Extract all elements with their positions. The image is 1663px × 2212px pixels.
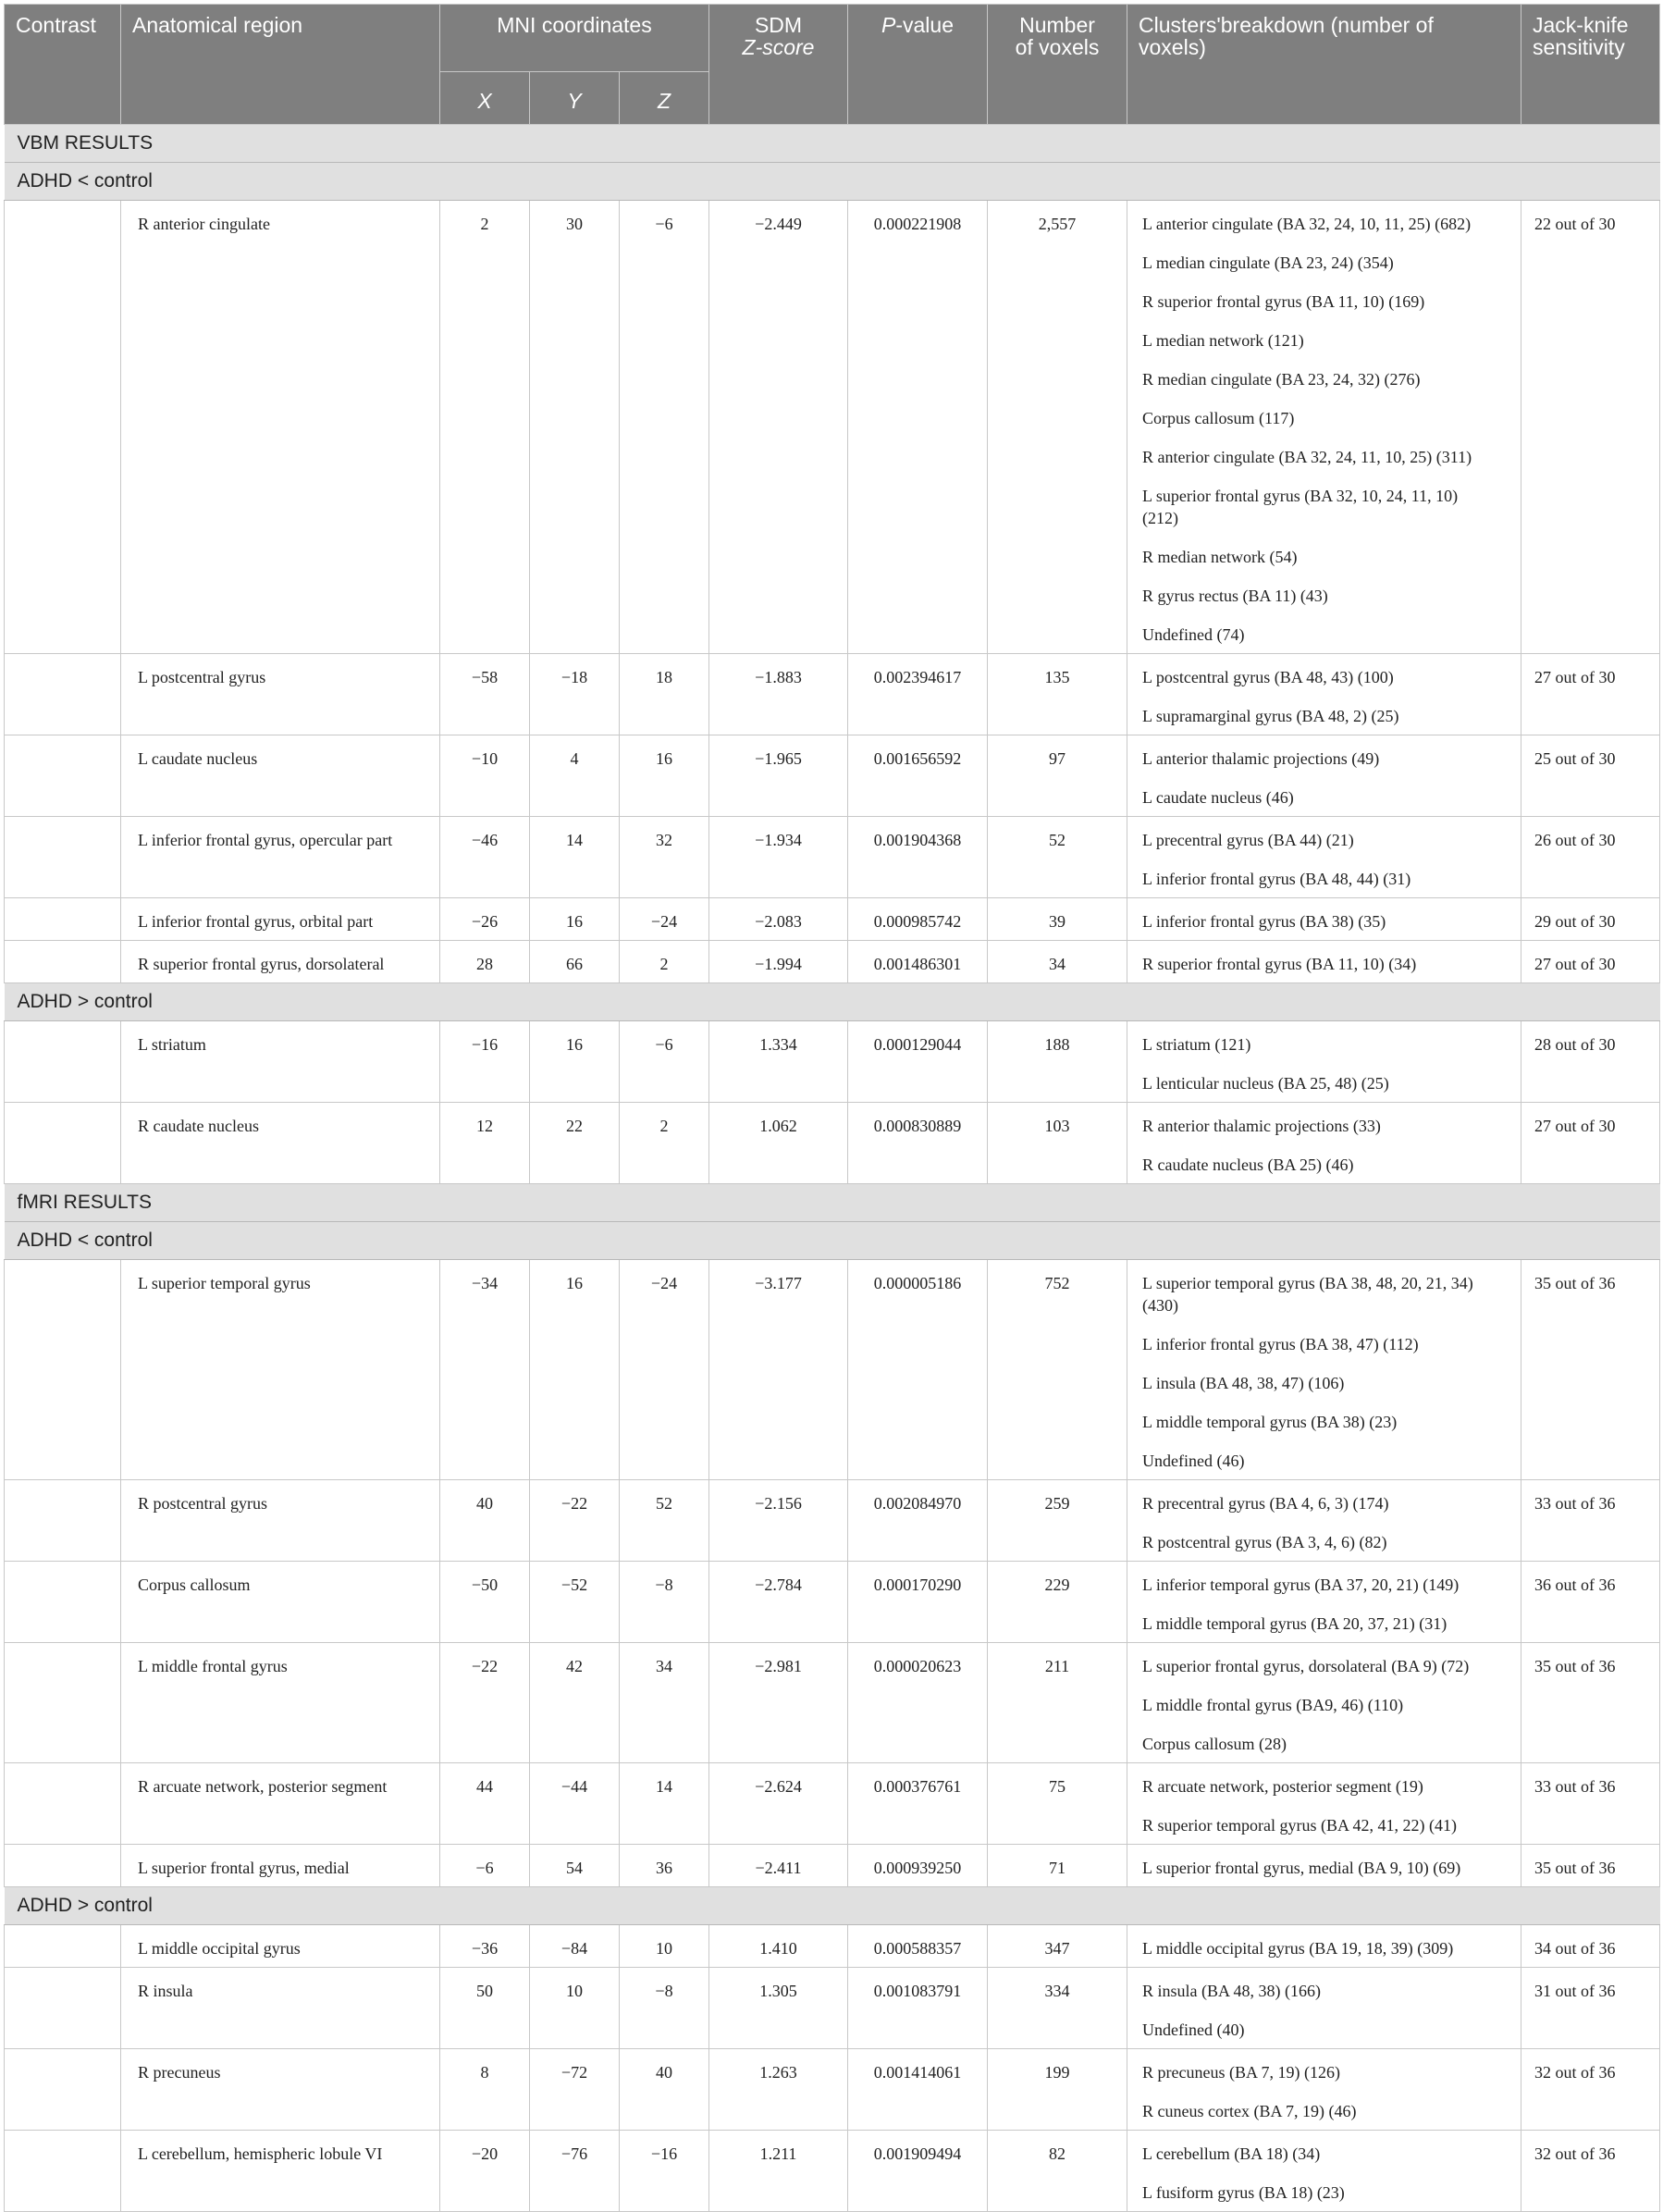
section-title: fMRI RESULTS xyxy=(5,1184,1660,1222)
header-voxels-line2: of voxels xyxy=(1015,35,1100,59)
cluster-item: R postcentral gyrus (BA 3, 4, 6) (82) xyxy=(1142,1533,1387,1551)
contrast-cell xyxy=(5,201,121,654)
voxels-cell: 752 xyxy=(988,1260,1127,1480)
cluster-item: R gyrus rectus (BA 11) (43) xyxy=(1142,587,1328,605)
mni-x-cell: −20 xyxy=(440,2131,530,2212)
contrast-group-row xyxy=(5,983,1660,1021)
cluster-item: L inferior frontal gyrus (BA 38, 47) (112) xyxy=(1142,1335,1419,1353)
header-contrast: Contrast xyxy=(5,5,121,125)
region-cell: Corpus callosum xyxy=(121,1562,440,1643)
header-voxels-line1: Number xyxy=(1019,13,1095,37)
mni-x-cell: −22 xyxy=(440,1643,530,1763)
contrast-cell xyxy=(5,1480,121,1562)
cluster-item: L inferior frontal gyrus (BA 38) (35) xyxy=(1142,912,1386,931)
mni-y-cell: −76 xyxy=(530,2131,620,2212)
jack-knife-cell: 25 out of 30 xyxy=(1521,735,1660,817)
jack-knife-cell: 29 out of 30 xyxy=(1521,898,1660,941)
table-row xyxy=(5,1103,1660,1184)
jack-knife-cell: 28 out of 30 xyxy=(1521,1021,1660,1103)
mni-z-cell: −16 xyxy=(620,2131,709,2212)
mni-y-cell: −22 xyxy=(530,1480,620,1562)
table-row xyxy=(5,654,1660,735)
mni-z-cell: 18 xyxy=(620,654,709,735)
contrast-cell xyxy=(5,817,121,898)
p-value-cell: 0.001656592 xyxy=(848,735,988,817)
contrast-group-row xyxy=(5,1222,1660,1260)
mni-z-cell: 2 xyxy=(620,1103,709,1184)
cluster-item: Corpus callosum (28) xyxy=(1142,1735,1287,1753)
header-x: X xyxy=(440,72,530,125)
voxels-cell: 39 xyxy=(988,898,1127,941)
mni-z-cell: −24 xyxy=(620,1260,709,1480)
region-cell: R insula xyxy=(121,1968,440,2049)
table-row xyxy=(5,1562,1660,1643)
cluster-item: L superior temporal gyrus (BA 38, 48, 20, 21, 34) (430) xyxy=(1142,1274,1473,1315)
sdm-z-cell: −1.994 xyxy=(709,941,848,983)
contrast-group-row xyxy=(5,163,1660,201)
mni-z-cell: −6 xyxy=(620,201,709,654)
mni-x-cell: −46 xyxy=(440,817,530,898)
header-sdm-z-score xyxy=(709,5,848,125)
mni-y-cell: 4 xyxy=(530,735,620,817)
region-cell: L superior temporal gyrus xyxy=(121,1260,440,1480)
cluster-item: R superior frontal gyrus (BA 11, 10) (34) xyxy=(1142,955,1417,973)
clusters-cell xyxy=(1127,1925,1521,1968)
mni-y-cell: −84 xyxy=(530,1925,620,1968)
mni-y-cell: −52 xyxy=(530,1562,620,1643)
contrast-cell xyxy=(5,1925,121,1968)
contrast-cell xyxy=(5,1845,121,1887)
mni-z-cell: 16 xyxy=(620,735,709,817)
cluster-item: L middle temporal gyrus (BA 38) (23) xyxy=(1142,1413,1398,1431)
mni-x-cell: 12 xyxy=(440,1103,530,1184)
contrast-cell xyxy=(5,1562,121,1643)
jack-knife-cell: 35 out of 36 xyxy=(1521,1845,1660,1887)
cluster-item: L inferior frontal gyrus (BA 48, 44) (31) xyxy=(1142,870,1411,888)
region-cell: L middle occipital gyrus xyxy=(121,1925,440,1968)
voxels-cell: 347 xyxy=(988,1925,1127,1968)
mni-x-cell: 50 xyxy=(440,1968,530,2049)
sdm-z-cell: −2.156 xyxy=(709,1480,848,1562)
section-row xyxy=(5,125,1660,163)
region-cell: L superior frontal gyrus, medial xyxy=(121,1845,440,1887)
sdm-z-cell: −2.784 xyxy=(709,1562,848,1643)
section-row xyxy=(5,1184,1660,1222)
header-jack-line1: Jack-knife xyxy=(1533,13,1629,37)
cluster-item: L striatum (121) xyxy=(1142,1035,1251,1054)
mni-z-cell: 14 xyxy=(620,1763,709,1845)
mni-z-cell: 10 xyxy=(620,1925,709,1968)
sdm-z-cell: 1.410 xyxy=(709,1925,848,1968)
contrast-group-title: ADHD > control xyxy=(5,1887,1660,1925)
header-clusters-breakdown xyxy=(1127,5,1521,125)
table-row xyxy=(5,1480,1660,1562)
table-row xyxy=(5,898,1660,941)
mni-y-cell: −72 xyxy=(530,2049,620,2131)
contrast-cell xyxy=(5,1021,121,1103)
mni-z-cell: −8 xyxy=(620,1968,709,2049)
cluster-item: R median cingulate (BA 23, 24, 32) (276) xyxy=(1142,370,1421,389)
cluster-item: L lenticular nucleus (BA 25, 48) (25) xyxy=(1142,1074,1389,1093)
voxels-cell: 334 xyxy=(988,1968,1127,2049)
mni-x-cell: −16 xyxy=(440,1021,530,1103)
contrast-cell xyxy=(5,2049,121,2131)
mni-y-cell: 10 xyxy=(530,1968,620,2049)
p-value-cell: 0.000939250 xyxy=(848,1845,988,1887)
voxels-cell: 34 xyxy=(988,941,1127,983)
sdm-z-cell: −2.449 xyxy=(709,201,848,654)
contrast-cell xyxy=(5,941,121,983)
region-cell: L caudate nucleus xyxy=(121,735,440,817)
clusters-cell xyxy=(1127,2049,1521,2131)
jack-knife-cell: 31 out of 36 xyxy=(1521,1968,1660,2049)
sdm-z-cell: −1.883 xyxy=(709,654,848,735)
cluster-item: L median network (121) xyxy=(1142,331,1304,350)
cluster-item: R anterior cingulate (BA 32, 24, 11, 10, 25) (311) xyxy=(1142,448,1472,466)
contrast-group-row xyxy=(5,1887,1660,1925)
voxels-cell: 199 xyxy=(988,2049,1127,2131)
voxels-cell: 135 xyxy=(988,654,1127,735)
jack-knife-cell: 33 out of 36 xyxy=(1521,1480,1660,1562)
mni-y-cell: 54 xyxy=(530,1845,620,1887)
table-row xyxy=(5,1021,1660,1103)
jack-knife-cell: 35 out of 36 xyxy=(1521,1260,1660,1480)
clusters-cell xyxy=(1127,898,1521,941)
region-cell: R anterior cingulate xyxy=(121,201,440,654)
header-p-value xyxy=(848,5,988,125)
table-row xyxy=(5,2049,1660,2131)
cluster-item: L superior frontal gyrus (BA 32, 10, 24, 11, 10) (212) xyxy=(1142,487,1459,527)
clusters-cell xyxy=(1127,654,1521,735)
jack-knife-cell: 32 out of 36 xyxy=(1521,2131,1660,2212)
jack-knife-cell: 32 out of 36 xyxy=(1521,2049,1660,2131)
jack-knife-cell: 34 out of 36 xyxy=(1521,1925,1660,1968)
voxels-cell: 82 xyxy=(988,2131,1127,2212)
table-row xyxy=(5,1260,1660,1480)
region-cell: L striatum xyxy=(121,1021,440,1103)
p-value-cell: 0.000129044 xyxy=(848,1021,988,1103)
mni-y-cell: −44 xyxy=(530,1763,620,1845)
header-y: Y xyxy=(530,72,620,125)
mni-z-cell: 2 xyxy=(620,941,709,983)
mni-z-cell: −8 xyxy=(620,1562,709,1643)
cluster-item: R cuneus cortex (BA 7, 19) (46) xyxy=(1142,2102,1357,2120)
cluster-item: L fusiform gyrus (BA 18) (23) xyxy=(1142,2183,1345,2202)
sdm-z-cell: 1.334 xyxy=(709,1021,848,1103)
p-value-cell: 0.000020623 xyxy=(848,1643,988,1763)
contrast-cell xyxy=(5,1260,121,1480)
mni-z-cell: 52 xyxy=(620,1480,709,1562)
cluster-item: R median network (54) xyxy=(1142,548,1298,566)
contrast-cell xyxy=(5,1968,121,2049)
cluster-item: L anterior thalamic projections (49) xyxy=(1142,749,1380,768)
mni-y-cell: 66 xyxy=(530,941,620,983)
mni-x-cell: 44 xyxy=(440,1763,530,1845)
cluster-item: L caudate nucleus (46) xyxy=(1142,788,1294,807)
clusters-cell xyxy=(1127,1643,1521,1763)
cluster-item: R caudate nucleus (BA 25) (46) xyxy=(1142,1155,1354,1174)
header-mni-coordinates: MNI coordinates xyxy=(440,5,709,72)
sdm-z-cell: 1.211 xyxy=(709,2131,848,2212)
header-sdm-line1: SDM xyxy=(754,13,803,37)
voxels-cell: 97 xyxy=(988,735,1127,817)
header-p-rest: -value xyxy=(895,13,954,37)
cluster-item: L anterior cingulate (BA 32, 24, 10, 11, 25) (682) xyxy=(1142,215,1472,233)
p-value-cell: 0.000830889 xyxy=(848,1103,988,1184)
clusters-cell xyxy=(1127,1562,1521,1643)
header-row xyxy=(5,5,1660,72)
p-value-cell: 0.001083791 xyxy=(848,1968,988,2049)
cluster-item: R precuneus (BA 7, 19) (126) xyxy=(1142,2063,1340,2082)
header-jack-line2: sensitivity xyxy=(1533,35,1625,59)
cluster-item: L superior frontal gyrus, medial (BA 9, 10) (69) xyxy=(1142,1859,1461,1877)
contrast-cell xyxy=(5,1643,121,1763)
p-value-cell: 0.000221908 xyxy=(848,201,988,654)
voxels-cell: 211 xyxy=(988,1643,1127,1763)
cluster-item: R arcuate network, posterior segment (19) xyxy=(1142,1777,1423,1796)
clusters-cell xyxy=(1127,1763,1521,1845)
voxels-cell: 188 xyxy=(988,1021,1127,1103)
sdm-z-cell: −2.411 xyxy=(709,1845,848,1887)
contrast-cell xyxy=(5,2131,121,2212)
table-row xyxy=(5,201,1660,654)
cluster-item: L postcentral gyrus (BA 48, 43) (100) xyxy=(1142,668,1394,686)
contrast-cell xyxy=(5,898,121,941)
clusters-cell xyxy=(1127,1103,1521,1184)
mni-y-cell: 42 xyxy=(530,1643,620,1763)
region-cell: L postcentral gyrus xyxy=(121,654,440,735)
cluster-item: L inferior temporal gyrus (BA 37, 20, 21) (149) xyxy=(1142,1576,1460,1594)
header-jack-knife xyxy=(1521,5,1660,125)
jack-knife-cell: 36 out of 36 xyxy=(1521,1562,1660,1643)
mni-y-cell: 22 xyxy=(530,1103,620,1184)
cluster-item: R anterior thalamic projections (33) xyxy=(1142,1117,1381,1135)
clusters-cell xyxy=(1127,1480,1521,1562)
mni-z-cell: 36 xyxy=(620,1845,709,1887)
mni-x-cell: 8 xyxy=(440,2049,530,2131)
jack-knife-cell: 27 out of 30 xyxy=(1521,654,1660,735)
p-value-cell: 0.002084970 xyxy=(848,1480,988,1562)
sdm-z-cell: −2.981 xyxy=(709,1643,848,1763)
p-value-cell: 0.000985742 xyxy=(848,898,988,941)
sdm-z-cell: −3.177 xyxy=(709,1260,848,1480)
cluster-item: L insula (BA 48, 38, 47) (106) xyxy=(1142,1374,1345,1392)
header-anatomical-region: Anatomical region xyxy=(121,5,440,125)
mni-x-cell: −34 xyxy=(440,1260,530,1480)
cluster-item: L supramarginal gyrus (BA 48, 2) (25) xyxy=(1142,707,1399,725)
mni-x-cell: −36 xyxy=(440,1925,530,1968)
sdm-z-cell: 1.062 xyxy=(709,1103,848,1184)
p-value-cell: 0.001414061 xyxy=(848,2049,988,2131)
sdm-z-cell: −1.965 xyxy=(709,735,848,817)
contrast-group-title: ADHD > control xyxy=(5,983,1660,1021)
table-row xyxy=(5,1925,1660,1968)
sdm-z-cell: 1.263 xyxy=(709,2049,848,2131)
mni-x-cell: 40 xyxy=(440,1480,530,1562)
mni-z-cell: 34 xyxy=(620,1643,709,1763)
cluster-item: R insula (BA 48, 38) (166) xyxy=(1142,1982,1321,2000)
sdm-z-cell: −1.934 xyxy=(709,817,848,898)
table-row xyxy=(5,1845,1660,1887)
clusters-cell xyxy=(1127,1968,1521,2049)
contrast-cell xyxy=(5,735,121,817)
voxels-cell: 75 xyxy=(988,1763,1127,1845)
region-cell: L middle frontal gyrus xyxy=(121,1643,440,1763)
contrast-cell xyxy=(5,654,121,735)
mni-x-cell: −26 xyxy=(440,898,530,941)
region-cell: L cerebellum, hemispheric lobule VI xyxy=(121,2131,440,2212)
cluster-item: Undefined (74) xyxy=(1142,625,1245,644)
clusters-cell xyxy=(1127,941,1521,983)
cluster-item: Undefined (46) xyxy=(1142,1452,1245,1470)
section-title: VBM RESULTS xyxy=(5,125,1660,163)
contrast-group-title: ADHD < control xyxy=(5,1222,1660,1260)
region-cell: L inferior frontal gyrus, orbital part xyxy=(121,898,440,941)
mni-z-cell: 32 xyxy=(620,817,709,898)
p-value-cell: 0.000005186 xyxy=(848,1260,988,1480)
table-row xyxy=(5,2131,1660,2212)
voxels-cell: 229 xyxy=(988,1562,1127,1643)
voxels-cell: 71 xyxy=(988,1845,1127,1887)
table-row xyxy=(5,1643,1660,1763)
contrast-group-title: ADHD < control xyxy=(5,163,1660,201)
voxels-cell: 52 xyxy=(988,817,1127,898)
clusters-cell xyxy=(1127,201,1521,654)
sdm-z-cell: −2.083 xyxy=(709,898,848,941)
cluster-item: Corpus callosum (117) xyxy=(1142,409,1295,427)
region-cell: R superior frontal gyrus, dorsolateral xyxy=(121,941,440,983)
jack-knife-cell: 26 out of 30 xyxy=(1521,817,1660,898)
mni-x-cell: −6 xyxy=(440,1845,530,1887)
p-value-cell: 0.000588357 xyxy=(848,1925,988,1968)
contrast-cell xyxy=(5,1763,121,1845)
cluster-item: L middle temporal gyrus (BA 20, 37, 21) (31) xyxy=(1142,1614,1447,1633)
header-sdm-line2: Z-score xyxy=(742,35,815,59)
region-cell: R precuneus xyxy=(121,2049,440,2131)
cluster-item: R precentral gyrus (BA 4, 6, 3) (174) xyxy=(1142,1494,1389,1513)
mni-x-cell: −58 xyxy=(440,654,530,735)
table-row xyxy=(5,941,1660,983)
cluster-item: R superior frontal gyrus (BA 11, 10) (169) xyxy=(1142,292,1425,311)
mni-x-cell: 2 xyxy=(440,201,530,654)
header-z: Z xyxy=(620,72,709,125)
clusters-cell xyxy=(1127,735,1521,817)
clusters-cell xyxy=(1127,2131,1521,2212)
cluster-item: R superior temporal gyrus (BA 42, 41, 22) (41) xyxy=(1142,1816,1457,1835)
cluster-item: L median cingulate (BA 23, 24) (354) xyxy=(1142,253,1394,272)
mni-x-cell: −10 xyxy=(440,735,530,817)
mni-z-cell: −6 xyxy=(620,1021,709,1103)
mni-x-cell: 28 xyxy=(440,941,530,983)
p-value-cell: 0.001904368 xyxy=(848,817,988,898)
mni-z-cell: −24 xyxy=(620,898,709,941)
cluster-item: Undefined (40) xyxy=(1142,2020,1245,2039)
table-row xyxy=(5,817,1660,898)
cluster-item: L precentral gyrus (BA 44) (21) xyxy=(1142,831,1354,849)
cluster-item: L cerebellum (BA 18) (34) xyxy=(1142,2144,1321,2163)
mni-y-cell: 16 xyxy=(530,898,620,941)
region-cell: R arcuate network, posterior segment xyxy=(121,1763,440,1845)
region-cell: R postcentral gyrus xyxy=(121,1480,440,1562)
voxels-cell: 103 xyxy=(988,1103,1127,1184)
clusters-cell xyxy=(1127,817,1521,898)
header-p-italic: P xyxy=(881,13,896,37)
cluster-item: L superior frontal gyrus, dorsolateral (BA 9) (72) xyxy=(1142,1657,1470,1675)
region-cell: L inferior frontal gyrus, opercular part xyxy=(121,817,440,898)
clusters-cell xyxy=(1127,1845,1521,1887)
p-value-cell: 0.001486301 xyxy=(848,941,988,983)
jack-knife-cell: 27 out of 30 xyxy=(1521,941,1660,983)
table-row xyxy=(5,735,1660,817)
cluster-item: L middle occipital gyrus (BA 19, 18, 39) (309) xyxy=(1142,1939,1454,1958)
table-row xyxy=(5,1763,1660,1845)
results-table xyxy=(4,4,1660,2212)
jack-knife-cell: 27 out of 30 xyxy=(1521,1103,1660,1184)
mni-y-cell: 30 xyxy=(530,201,620,654)
mni-y-cell: −18 xyxy=(530,654,620,735)
p-value-cell: 0.000170290 xyxy=(848,1562,988,1643)
p-value-cell: 0.000376761 xyxy=(848,1763,988,1845)
table-body xyxy=(5,125,1660,2212)
voxels-cell: 2,557 xyxy=(988,201,1127,654)
mni-z-cell: 40 xyxy=(620,2049,709,2131)
header-clusters-line1: Clusters'breakdown (number of xyxy=(1139,13,1434,37)
header-number-of-voxels xyxy=(988,5,1127,125)
voxels-cell: 259 xyxy=(988,1480,1127,1562)
mni-y-cell: 16 xyxy=(530,1260,620,1480)
jack-knife-cell: 22 out of 30 xyxy=(1521,201,1660,654)
jack-knife-cell: 33 out of 36 xyxy=(1521,1763,1660,1845)
contrast-cell xyxy=(5,1103,121,1184)
region-cell: R caudate nucleus xyxy=(121,1103,440,1184)
clusters-cell xyxy=(1127,1021,1521,1103)
jack-knife-cell: 35 out of 36 xyxy=(1521,1643,1660,1763)
p-value-cell: 0.001909494 xyxy=(848,2131,988,2212)
mni-y-cell: 14 xyxy=(530,817,620,898)
header-clusters-line2: voxels) xyxy=(1139,35,1206,59)
sdm-z-cell: 1.305 xyxy=(709,1968,848,2049)
table-row xyxy=(5,1968,1660,2049)
sdm-z-cell: −2.624 xyxy=(709,1763,848,1845)
mni-y-cell: 16 xyxy=(530,1021,620,1103)
clusters-cell xyxy=(1127,1260,1521,1480)
cluster-item: L middle frontal gyrus (BA9, 46) (110) xyxy=(1142,1696,1404,1714)
mni-x-cell: −50 xyxy=(440,1562,530,1643)
p-value-cell: 0.002394617 xyxy=(848,654,988,735)
